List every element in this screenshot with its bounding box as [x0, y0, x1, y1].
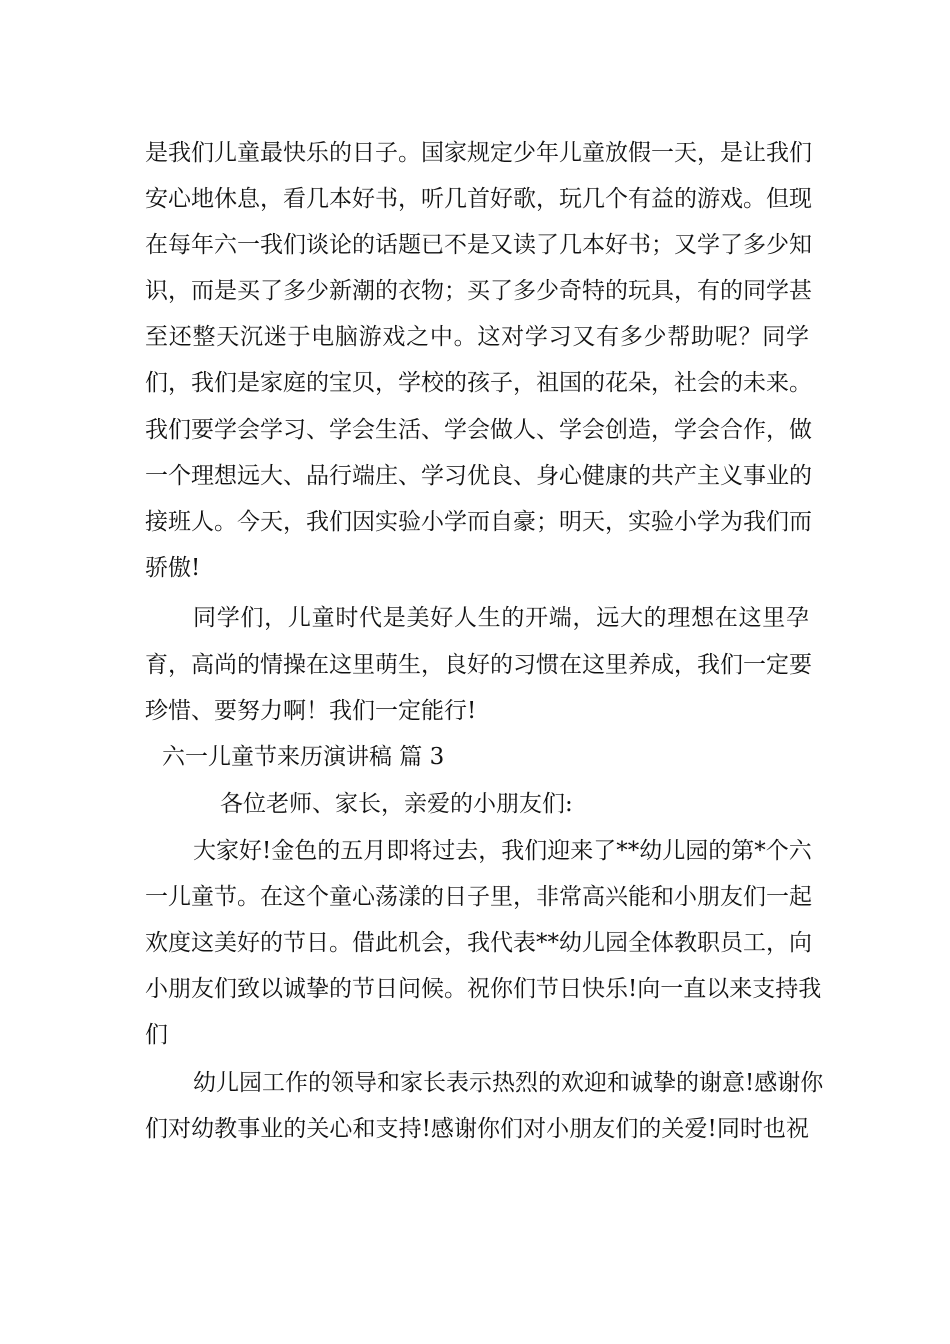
paragraph-first-line: 幼儿园工作的领导和家长表示热烈的欢迎和诚挚的谢意!感谢你: [193, 1070, 824, 1096]
paragraph-first-line: 同学们，儿童时代是美好人生的开端，远大的理想在这里孕: [193, 605, 809, 631]
text-line: 至还整天沉迷于电脑游戏之中。这对学习又有多少帮助呢？同学: [145, 324, 809, 350]
salutation: 各位老师、家长，亲爱的小朋友们:: [220, 791, 573, 817]
text-line: 安心地休息，看几本好书，听几首好歌，玩几个有益的游戏。但现: [145, 186, 812, 212]
text-line: 们对幼教事业的关心和支持!感谢你们对小朋友们的关爱!同时也祝: [145, 1116, 809, 1142]
text-line: 育，高尚的情操在这里萌生，良好的习惯在这里养成，我们一定要: [145, 652, 812, 678]
paragraph-first-line: 大家好!金色的五月即将过去，我们迎来了**幼儿园的第*个六: [193, 838, 812, 864]
text-line: 珍惜、要努力啊！我们一定能行!: [145, 698, 477, 724]
text-line: 我们要学会学习、学会生活、学会做人、学会创造，学会合作，做: [145, 417, 812, 443]
text-line: 一个理想远大、品行端庄、学习优良、身心健康的共产主义事业的: [145, 463, 812, 489]
text-line: 们，我们是家庭的宝贝，学校的孩子，祖国的花朵，社会的未来。: [145, 370, 812, 396]
text-line: 骄傲!: [145, 555, 201, 581]
text-line: 小朋友们致以诚挚的节日问候。祝你们节日快乐!向一直以来支持我: [145, 976, 822, 1002]
text-line: 欢度这美好的节日。借此机会，我代表**幼儿园全体教职员工，向: [145, 930, 812, 956]
text-line: 是我们儿童最快乐的日子。国家规定少年儿童放假一天，是让我们: [145, 140, 812, 166]
text-line: 识，而是买了多少新潮的衣物；买了多少奇特的玩具，有的同学甚: [145, 278, 812, 304]
text-line: 们: [145, 1022, 168, 1048]
text-line: 一儿童节。在这个童心荡漾的日子里，非常高兴能和小朋友们一起: [145, 884, 812, 910]
section-heading: 六一儿童节来历演讲稿 篇 3: [162, 744, 445, 770]
text-line: 接班人。今天，我们因实验小学而自豪；明天，实验小学为我们而: [145, 509, 812, 535]
text-line: 在每年六一我们谈论的话题已不是又读了几本好书；又学了多少知: [145, 232, 812, 258]
